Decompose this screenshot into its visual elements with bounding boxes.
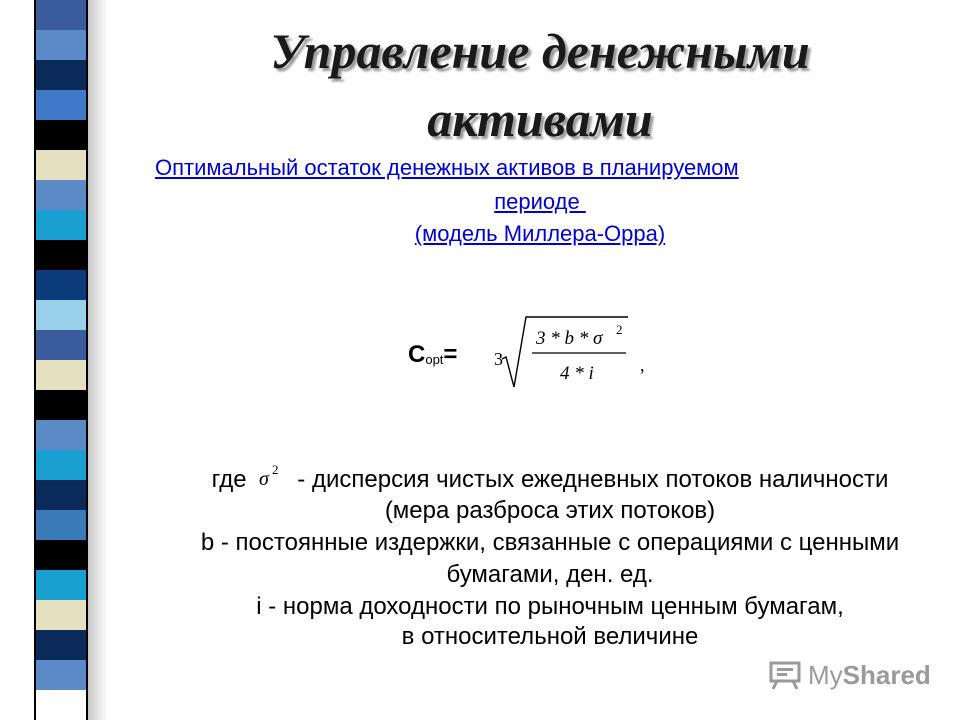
formula-lhs-subscript: opt [425,352,444,367]
stripe-segment [36,480,86,510]
stripe-segment [36,150,86,180]
formula-equals: = [443,341,458,368]
stripe-segment [36,540,86,570]
description-line-6: в относительной величине [401,623,699,650]
formula-trailing-comma: , [640,355,645,375]
stripe-segment [36,510,86,540]
stripe-segment [36,450,86,480]
description-line-2: (мера разброса этих потоков) [384,497,716,524]
stripe-segment [36,0,86,30]
decorative-stripe [34,0,88,720]
watermark-text-shared: Shared [842,659,931,690]
stripe-segment [36,390,86,420]
stripe-segment [36,600,86,630]
stripe-segment [36,330,86,360]
sigma-squared-symbol [247,463,291,487]
miller-orr-formula [408,313,648,393]
description-line-4: бумагами, ден. ед. [446,561,654,588]
slide-title-line-1: Управление денежными [270,23,810,79]
stripe-segment [36,690,86,720]
stripe-segment [36,60,86,90]
root-index: 3 [494,349,503,369]
stripe-segment [36,630,86,660]
stripe-segment [36,570,86,600]
stripe-segment [36,30,86,60]
fraction-denominator: 4 * i [560,363,594,384]
description-line-5: i - норма доходности по рыночным ценным бумагам, [256,593,844,620]
sigma-exponent: 2 [271,463,279,477]
stripe-segment [36,300,86,330]
stripe-segment [36,270,86,300]
where-word: где [211,466,247,493]
watermark-text-my: My [808,659,843,690]
numerator-exponent: 2 [616,322,623,337]
stripe-segment [36,90,86,120]
variance-description: - дисперсия чистых ежедневных потоков наличности [290,466,889,493]
stripe-shadow [88,0,108,720]
subtitle-line-3: (модель Миллера-Орра) [414,221,666,246]
subtitle-line-1: Оптимальный остаток денежных активов в планируемом [155,155,739,180]
cube-root-expression [490,313,648,393]
sigma-letter: σ [258,468,269,489]
presentation-board-icon [768,660,802,690]
formula-lhs [408,341,457,369]
slide-title-line-2: активами [427,91,653,147]
subtitle-line-2: периоде [494,189,586,214]
formula-lhs-symbol: C [408,341,426,368]
stripe-segment [36,120,86,150]
description-line-1 [110,463,960,496]
description-line-3: b - постоянные издержки, связанные с операциями с ценными [200,529,900,556]
fraction-numerator: 3 * b * σ [536,328,603,349]
stripe-segment [36,360,86,390]
stripe-segment [36,660,86,690]
stripe-segment [36,420,86,450]
myshared-watermark [768,655,931,695]
